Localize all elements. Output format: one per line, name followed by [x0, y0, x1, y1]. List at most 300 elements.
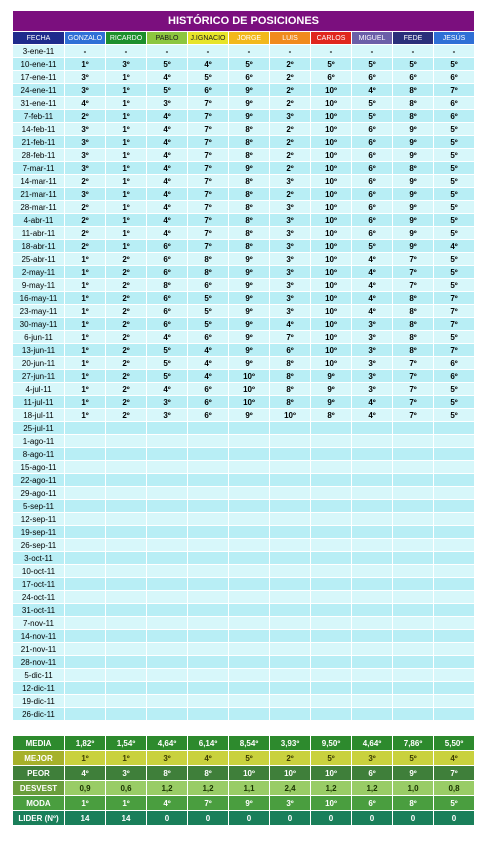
stats-value-cell[interactable]: 4º: [434, 751, 475, 766]
position-cell[interactable]: [147, 552, 188, 565]
position-cell[interactable]: [106, 591, 147, 604]
stats-value-cell[interactable]: 4º: [147, 796, 188, 811]
position-cell[interactable]: 4º: [188, 344, 229, 357]
position-cell[interactable]: [434, 461, 475, 474]
position-cell[interactable]: 3º: [352, 370, 393, 383]
date-cell[interactable]: 28-mar-11: [13, 201, 65, 214]
position-cell[interactable]: [147, 591, 188, 604]
stats-value-cell[interactable]: 6º: [352, 796, 393, 811]
position-cell[interactable]: [106, 435, 147, 448]
position-cell[interactable]: 4º: [188, 58, 229, 71]
stats-value-cell[interactable]: 1º: [106, 796, 147, 811]
position-cell[interactable]: [65, 487, 106, 500]
position-cell[interactable]: [147, 630, 188, 643]
position-cell[interactable]: [147, 604, 188, 617]
position-cell[interactable]: 8º: [393, 162, 434, 175]
position-cell[interactable]: 2º: [106, 318, 147, 331]
position-cell[interactable]: [270, 526, 311, 539]
position-cell[interactable]: 4º: [188, 370, 229, 383]
position-cell[interactable]: 1º: [106, 71, 147, 84]
position-cell[interactable]: 4º: [147, 188, 188, 201]
position-cell[interactable]: 5º: [434, 162, 475, 175]
position-cell[interactable]: 6º: [352, 149, 393, 162]
position-cell[interactable]: 6º: [352, 188, 393, 201]
column-header-fecha[interactable]: FECHA: [13, 32, 65, 45]
position-cell[interactable]: [311, 539, 352, 552]
position-cell[interactable]: [311, 422, 352, 435]
stats-value-cell[interactable]: 10º: [229, 766, 270, 781]
position-cell[interactable]: [393, 591, 434, 604]
position-cell[interactable]: [106, 682, 147, 695]
position-cell[interactable]: 4º: [352, 253, 393, 266]
position-cell[interactable]: 3º: [65, 162, 106, 175]
position-cell[interactable]: [106, 539, 147, 552]
position-cell[interactable]: [434, 474, 475, 487]
position-cell[interactable]: 4º: [147, 331, 188, 344]
position-cell[interactable]: 1º: [65, 266, 106, 279]
position-cell[interactable]: [188, 500, 229, 513]
position-cell[interactable]: [229, 500, 270, 513]
date-cell[interactable]: 24-ene-11: [13, 84, 65, 97]
position-cell[interactable]: 6º: [352, 227, 393, 240]
position-cell[interactable]: 7º: [434, 84, 475, 97]
position-cell[interactable]: 3º: [65, 136, 106, 149]
position-cell[interactable]: [106, 565, 147, 578]
position-cell[interactable]: 7º: [188, 162, 229, 175]
position-cell[interactable]: [352, 708, 393, 721]
position-cell[interactable]: [311, 474, 352, 487]
position-cell[interactable]: 5º: [434, 409, 475, 422]
position-cell[interactable]: 3º: [270, 227, 311, 240]
position-cell[interactable]: [311, 461, 352, 474]
date-cell[interactable]: 2-may-11: [13, 266, 65, 279]
position-cell[interactable]: 1º: [106, 175, 147, 188]
position-cell[interactable]: [270, 656, 311, 669]
position-cell[interactable]: [229, 539, 270, 552]
stats-value-cell[interactable]: 1,2: [311, 781, 352, 796]
position-cell[interactable]: [65, 513, 106, 526]
position-cell[interactable]: [147, 539, 188, 552]
position-cell[interactable]: [352, 617, 393, 630]
position-cell[interactable]: -: [229, 45, 270, 58]
position-cell[interactable]: 8º: [393, 110, 434, 123]
position-cell[interactable]: 4º: [147, 162, 188, 175]
position-cell[interactable]: 1º: [106, 97, 147, 110]
date-cell[interactable]: 5-dic-11: [13, 669, 65, 682]
position-cell[interactable]: 8º: [270, 357, 311, 370]
position-cell[interactable]: [229, 604, 270, 617]
position-cell[interactable]: [147, 526, 188, 539]
position-cell[interactable]: 7º: [188, 214, 229, 227]
position-cell[interactable]: [188, 487, 229, 500]
position-cell[interactable]: [352, 461, 393, 474]
position-cell[interactable]: 5º: [434, 149, 475, 162]
date-cell[interactable]: 1-ago-11: [13, 435, 65, 448]
position-cell[interactable]: [311, 630, 352, 643]
position-cell[interactable]: 1º: [65, 292, 106, 305]
position-cell[interactable]: [352, 474, 393, 487]
position-cell[interactable]: [270, 500, 311, 513]
position-cell[interactable]: 2º: [270, 162, 311, 175]
position-cell[interactable]: [106, 422, 147, 435]
position-cell[interactable]: [106, 578, 147, 591]
position-cell[interactable]: 6º: [434, 370, 475, 383]
position-cell[interactable]: 9º: [229, 253, 270, 266]
position-cell[interactable]: 6º: [270, 344, 311, 357]
position-cell[interactable]: 6º: [188, 279, 229, 292]
position-cell[interactable]: [434, 448, 475, 461]
position-cell[interactable]: [434, 669, 475, 682]
position-cell[interactable]: 6º: [188, 409, 229, 422]
position-cell[interactable]: 6º: [434, 97, 475, 110]
date-cell[interactable]: 26-dic-11: [13, 708, 65, 721]
position-cell[interactable]: 8º: [229, 240, 270, 253]
position-cell[interactable]: 5º: [434, 279, 475, 292]
position-cell[interactable]: [106, 617, 147, 630]
position-cell[interactable]: [270, 695, 311, 708]
position-cell[interactable]: [229, 578, 270, 591]
position-cell[interactable]: 6º: [147, 253, 188, 266]
date-cell[interactable]: 3-oct-11: [13, 552, 65, 565]
position-cell[interactable]: [270, 617, 311, 630]
position-cell[interactable]: 3º: [352, 383, 393, 396]
position-cell[interactable]: [147, 669, 188, 682]
position-cell[interactable]: 8º: [270, 383, 311, 396]
position-cell[interactable]: [106, 630, 147, 643]
column-header-player[interactable]: LUIS: [270, 32, 311, 45]
position-cell[interactable]: [270, 552, 311, 565]
position-cell[interactable]: [311, 565, 352, 578]
position-cell[interactable]: 7º: [393, 266, 434, 279]
position-cell[interactable]: [270, 708, 311, 721]
stats-value-cell[interactable]: 1,0: [393, 781, 434, 796]
position-cell[interactable]: [352, 526, 393, 539]
position-cell[interactable]: 7º: [393, 409, 434, 422]
date-cell[interactable]: 5-sep-11: [13, 500, 65, 513]
position-cell[interactable]: [188, 630, 229, 643]
column-header-player[interactable]: GONZALO: [65, 32, 106, 45]
position-cell[interactable]: 9º: [229, 331, 270, 344]
position-cell[interactable]: 7º: [393, 253, 434, 266]
position-cell[interactable]: 7º: [188, 188, 229, 201]
stats-value-cell[interactable]: 9,50º: [311, 736, 352, 751]
position-cell[interactable]: 3º: [352, 344, 393, 357]
position-cell[interactable]: [106, 513, 147, 526]
position-cell[interactable]: -: [311, 45, 352, 58]
position-cell[interactable]: 5º: [434, 227, 475, 240]
stats-value-cell[interactable]: 0,9: [65, 781, 106, 796]
position-cell[interactable]: 1º: [106, 240, 147, 253]
position-cell[interactable]: [393, 565, 434, 578]
column-header-player[interactable]: PABLO: [147, 32, 188, 45]
position-cell[interactable]: [147, 617, 188, 630]
position-cell[interactable]: [352, 500, 393, 513]
position-cell[interactable]: 4º: [147, 110, 188, 123]
position-cell[interactable]: 10º: [311, 123, 352, 136]
position-cell[interactable]: 9º: [393, 227, 434, 240]
position-cell[interactable]: [393, 539, 434, 552]
position-cell[interactable]: 10º: [311, 110, 352, 123]
position-cell[interactable]: 9º: [393, 240, 434, 253]
position-cell[interactable]: [393, 656, 434, 669]
position-cell[interactable]: [147, 565, 188, 578]
position-cell[interactable]: 10º: [311, 214, 352, 227]
position-cell[interactable]: 1º: [65, 396, 106, 409]
position-cell[interactable]: [311, 552, 352, 565]
position-cell[interactable]: 3º: [270, 201, 311, 214]
position-cell[interactable]: [65, 448, 106, 461]
position-cell[interactable]: [393, 617, 434, 630]
date-cell[interactable]: 21-feb-11: [13, 136, 65, 149]
position-cell[interactable]: [188, 578, 229, 591]
position-cell[interactable]: 2º: [270, 136, 311, 149]
position-cell[interactable]: 10º: [311, 136, 352, 149]
position-cell[interactable]: [229, 630, 270, 643]
position-cell[interactable]: [229, 422, 270, 435]
position-cell[interactable]: [270, 604, 311, 617]
stats-value-cell[interactable]: 0,8: [434, 781, 475, 796]
position-cell[interactable]: 6º: [393, 71, 434, 84]
position-cell[interactable]: [147, 682, 188, 695]
position-cell[interactable]: 8º: [229, 214, 270, 227]
position-cell[interactable]: 4º: [352, 84, 393, 97]
position-cell[interactable]: 9º: [229, 409, 270, 422]
position-cell[interactable]: 10º: [229, 396, 270, 409]
position-cell[interactable]: 2º: [270, 149, 311, 162]
position-cell[interactable]: 8º: [188, 266, 229, 279]
position-cell[interactable]: 1º: [65, 331, 106, 344]
position-cell[interactable]: 10º: [311, 344, 352, 357]
position-cell[interactable]: 5º: [434, 201, 475, 214]
position-cell[interactable]: 2º: [65, 240, 106, 253]
position-cell[interactable]: [352, 695, 393, 708]
position-cell[interactable]: 10º: [229, 370, 270, 383]
position-cell[interactable]: 7º: [188, 136, 229, 149]
position-cell[interactable]: [434, 539, 475, 552]
position-cell[interactable]: [188, 565, 229, 578]
position-cell[interactable]: 1º: [65, 279, 106, 292]
position-cell[interactable]: [434, 500, 475, 513]
stats-value-cell[interactable]: 1,2: [352, 781, 393, 796]
position-cell[interactable]: 8º: [147, 279, 188, 292]
position-cell[interactable]: [65, 708, 106, 721]
position-cell[interactable]: [106, 474, 147, 487]
position-cell[interactable]: -: [393, 45, 434, 58]
position-cell[interactable]: 8º: [229, 175, 270, 188]
position-cell[interactable]: [229, 617, 270, 630]
position-cell[interactable]: 9º: [229, 110, 270, 123]
position-cell[interactable]: 7º: [188, 227, 229, 240]
date-cell[interactable]: 7-feb-11: [13, 110, 65, 123]
position-cell[interactable]: 8º: [229, 123, 270, 136]
position-cell[interactable]: [352, 591, 393, 604]
position-cell[interactable]: 8º: [393, 292, 434, 305]
position-cell[interactable]: [311, 435, 352, 448]
date-cell[interactable]: 17-ene-11: [13, 71, 65, 84]
date-cell[interactable]: 20-jun-11: [13, 357, 65, 370]
position-cell[interactable]: [147, 422, 188, 435]
position-cell[interactable]: 6º: [229, 71, 270, 84]
position-cell[interactable]: 1º: [106, 123, 147, 136]
position-cell[interactable]: 7º: [188, 149, 229, 162]
date-cell[interactable]: 19-sep-11: [13, 526, 65, 539]
position-cell[interactable]: [65, 461, 106, 474]
position-cell[interactable]: [188, 526, 229, 539]
stats-value-cell[interactable]: 1º: [65, 751, 106, 766]
position-cell[interactable]: [393, 708, 434, 721]
position-cell[interactable]: [393, 578, 434, 591]
position-cell[interactable]: 6º: [352, 162, 393, 175]
date-cell[interactable]: 10-ene-11: [13, 58, 65, 71]
position-cell[interactable]: [393, 474, 434, 487]
position-cell[interactable]: 10º: [311, 162, 352, 175]
position-cell[interactable]: 10º: [311, 279, 352, 292]
position-cell[interactable]: [147, 474, 188, 487]
position-cell[interactable]: [311, 643, 352, 656]
position-cell[interactable]: 4º: [147, 227, 188, 240]
position-cell[interactable]: 5º: [147, 357, 188, 370]
position-cell[interactable]: [270, 539, 311, 552]
position-cell[interactable]: 5º: [352, 97, 393, 110]
date-cell[interactable]: 7-mar-11: [13, 162, 65, 175]
position-cell[interactable]: -: [352, 45, 393, 58]
position-cell[interactable]: [311, 591, 352, 604]
position-cell[interactable]: 9º: [229, 97, 270, 110]
position-cell[interactable]: [270, 513, 311, 526]
position-cell[interactable]: 2º: [106, 383, 147, 396]
date-cell[interactable]: 31-oct-11: [13, 604, 65, 617]
position-cell[interactable]: [65, 643, 106, 656]
position-cell[interactable]: 5º: [147, 84, 188, 97]
position-cell[interactable]: 9º: [229, 162, 270, 175]
position-cell[interactable]: [311, 526, 352, 539]
position-cell[interactable]: [229, 474, 270, 487]
position-cell[interactable]: [147, 708, 188, 721]
position-cell[interactable]: 4º: [270, 318, 311, 331]
position-cell[interactable]: 3º: [352, 357, 393, 370]
date-cell[interactable]: 16-may-11: [13, 292, 65, 305]
position-cell[interactable]: 3º: [352, 331, 393, 344]
stats-value-cell[interactable]: 0: [270, 811, 311, 826]
position-cell[interactable]: 9º: [229, 292, 270, 305]
position-cell[interactable]: [229, 552, 270, 565]
position-cell[interactable]: 2º: [270, 84, 311, 97]
position-cell[interactable]: 3º: [270, 253, 311, 266]
position-cell[interactable]: [188, 604, 229, 617]
stats-value-cell[interactable]: 4º: [188, 751, 229, 766]
position-cell[interactable]: [229, 708, 270, 721]
position-cell[interactable]: 3º: [106, 58, 147, 71]
position-cell[interactable]: 4º: [147, 71, 188, 84]
position-cell[interactable]: [270, 487, 311, 500]
position-cell[interactable]: 5º: [147, 370, 188, 383]
position-cell[interactable]: 4º: [352, 305, 393, 318]
position-cell[interactable]: [393, 500, 434, 513]
position-cell[interactable]: 1º: [106, 162, 147, 175]
position-cell[interactable]: 1º: [65, 253, 106, 266]
position-cell[interactable]: 9º: [229, 266, 270, 279]
position-cell[interactable]: 2º: [106, 409, 147, 422]
position-cell[interactable]: [65, 500, 106, 513]
position-cell[interactable]: [188, 435, 229, 448]
position-cell[interactable]: 4º: [65, 97, 106, 110]
date-cell[interactable]: 28-nov-11: [13, 656, 65, 669]
position-cell[interactable]: [434, 695, 475, 708]
position-cell[interactable]: [352, 630, 393, 643]
date-cell[interactable]: 3-ene-11: [13, 45, 65, 58]
position-cell[interactable]: 8º: [393, 331, 434, 344]
position-cell[interactable]: 7º: [188, 240, 229, 253]
position-cell[interactable]: [147, 461, 188, 474]
position-cell[interactable]: 10º: [311, 318, 352, 331]
position-cell[interactable]: 4º: [352, 266, 393, 279]
stats-value-cell[interactable]: 0,6: [106, 781, 147, 796]
position-cell[interactable]: 5º: [188, 305, 229, 318]
position-cell[interactable]: -: [434, 45, 475, 58]
position-cell[interactable]: 10º: [270, 409, 311, 422]
position-cell[interactable]: 1º: [106, 188, 147, 201]
stats-value-cell[interactable]: 5º: [229, 751, 270, 766]
position-cell[interactable]: 2º: [106, 305, 147, 318]
position-cell[interactable]: [229, 448, 270, 461]
position-cell[interactable]: [229, 643, 270, 656]
position-cell[interactable]: 9º: [229, 344, 270, 357]
position-cell[interactable]: 6º: [434, 357, 475, 370]
position-cell[interactable]: [229, 526, 270, 539]
position-cell[interactable]: 2º: [106, 331, 147, 344]
position-cell[interactable]: [393, 448, 434, 461]
position-cell[interactable]: 6º: [147, 318, 188, 331]
stats-value-cell[interactable]: 7º: [188, 796, 229, 811]
position-cell[interactable]: 5º: [188, 318, 229, 331]
date-cell[interactable]: 7-nov-11: [13, 617, 65, 630]
stats-label-desv[interactable]: DESVEST: [13, 781, 65, 796]
date-cell[interactable]: 22-ago-11: [13, 474, 65, 487]
stats-value-cell[interactable]: 3º: [106, 766, 147, 781]
position-cell[interactable]: 9º: [311, 370, 352, 383]
position-cell[interactable]: 8º: [393, 318, 434, 331]
position-cell[interactable]: [270, 630, 311, 643]
position-cell[interactable]: [393, 669, 434, 682]
position-cell[interactable]: [188, 591, 229, 604]
position-cell[interactable]: [270, 474, 311, 487]
stats-value-cell[interactable]: 7º: [434, 766, 475, 781]
position-cell[interactable]: 2º: [106, 344, 147, 357]
position-cell[interactable]: 5º: [434, 331, 475, 344]
date-cell[interactable]: 6-jun-11: [13, 331, 65, 344]
position-cell[interactable]: [270, 643, 311, 656]
position-cell[interactable]: [229, 513, 270, 526]
position-cell[interactable]: [188, 474, 229, 487]
position-cell[interactable]: 10º: [311, 305, 352, 318]
date-cell[interactable]: 21-mar-11: [13, 188, 65, 201]
position-cell[interactable]: 9º: [229, 305, 270, 318]
position-cell[interactable]: [393, 526, 434, 539]
position-cell[interactable]: [311, 513, 352, 526]
position-cell[interactable]: [147, 695, 188, 708]
position-cell[interactable]: 2º: [106, 396, 147, 409]
date-cell[interactable]: 29-ago-11: [13, 487, 65, 500]
position-cell[interactable]: 8º: [229, 227, 270, 240]
position-cell[interactable]: 5º: [434, 383, 475, 396]
position-cell[interactable]: [188, 448, 229, 461]
position-cell[interactable]: [393, 604, 434, 617]
stats-value-cell[interactable]: 1,2: [188, 781, 229, 796]
stats-value-cell[interactable]: 1,54º: [106, 736, 147, 751]
position-cell[interactable]: 5º: [352, 58, 393, 71]
position-cell[interactable]: 5º: [434, 123, 475, 136]
position-cell[interactable]: 10º: [311, 97, 352, 110]
